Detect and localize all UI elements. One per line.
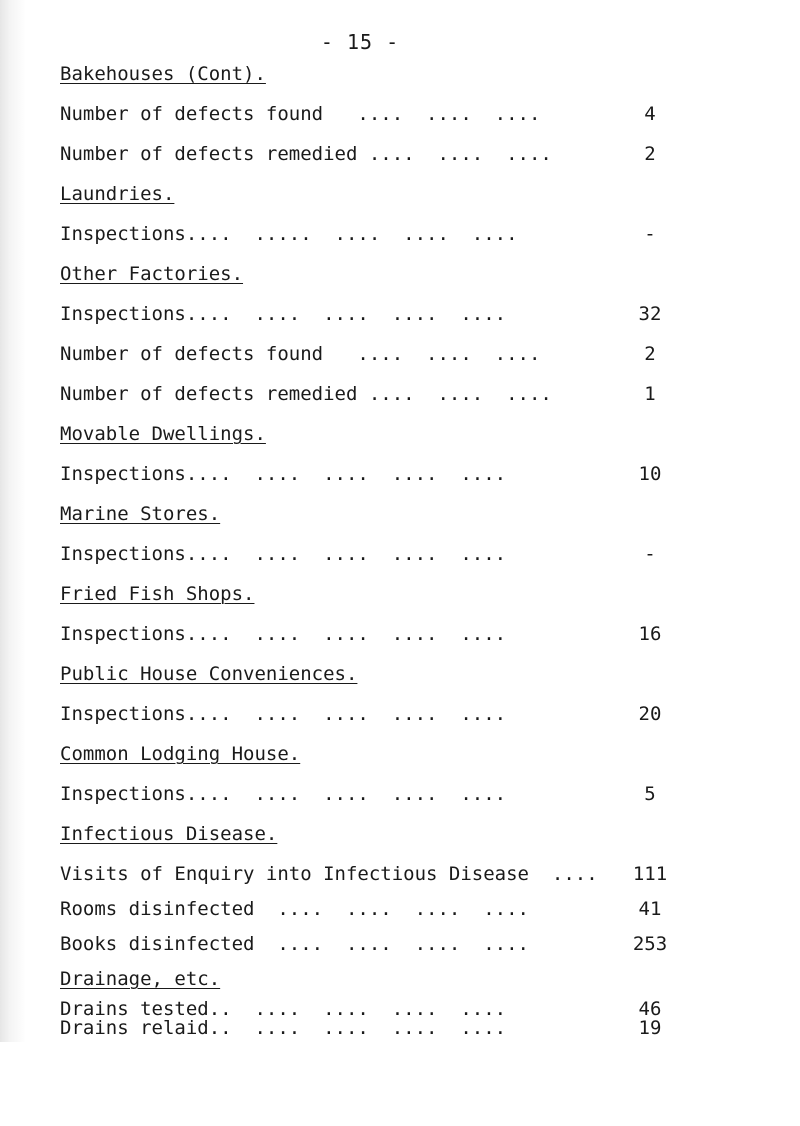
row-drains-relaid [60,1014,670,1042]
row-value: 111 [632,863,668,885]
row-label: Inspections.... .... .... .... .... [60,463,507,485]
section-heading-marine-stores: Marine Stores. [60,503,221,525]
row-laundries-inspections [60,220,670,248]
row-books-disinfected [60,930,670,958]
row-label: Inspections.... .... .... .... .... [60,623,507,645]
row-label: Inspections.... .... .... .... .... [60,543,507,565]
row-value: 32 [638,303,662,325]
row-fried-fish-shops-inspections [60,620,670,648]
section-heading-public-house-conveniences: Public House Conveniences. [60,663,358,685]
row-label: Inspections.... .... .... .... .... [60,783,507,805]
row-label: Number of defects found .... .... .... [60,103,541,125]
section-heading-laundries: Laundries. [60,183,175,205]
row-marine-stores-inspections [60,540,670,568]
row-common-lodging-house-inspections [60,780,670,808]
row-value: 5 [644,783,656,805]
row-rooms-disinfected [60,895,670,923]
row-public-house-conveniences-inspections [60,700,670,728]
row-movable-dwellings-inspections [60,460,670,488]
row-infectious-disease-visits [60,860,670,888]
row-value: 253 [632,933,668,955]
row-value: 41 [638,898,662,920]
section-heading-infectious-disease: Infectious Disease. [60,823,278,845]
row-label: Drains relaid.. .... .... .... .... [60,1017,507,1039]
row-other-factories-inspections [60,300,670,328]
row-value: 19 [638,1017,662,1039]
row-bakehouses-defects-found [60,100,670,128]
row-value: 10 [638,463,662,485]
row-label: Rooms disinfected .... .... .... .... [60,898,529,920]
section-heading-common-lodging-house: Common Lodging House. [60,743,301,765]
section-heading-other-factories: Other Factories. [60,263,244,285]
row-label: Drains tested.. .... .... .... .... [60,998,507,1020]
section-heading-drainage: Drainage, etc. [60,968,221,990]
row-value: 16 [638,623,662,645]
row-value: 2 [644,343,656,365]
row-value: - [644,543,656,565]
row-label: Books disinfected .... .... .... .... [60,933,529,955]
row-value: 46 [638,998,662,1020]
row-label: Number of defects remedied .... .... .... [60,383,552,405]
row-label: Inspections.... ..... .... .... .... [60,223,518,245]
row-label: Inspections.... .... .... .... .... [60,303,507,325]
row-label: Number of defects remedied .... .... .... [60,143,552,165]
row-label: Inspections.... .... .... .... .... [60,703,507,725]
row-value: 2 [644,143,656,165]
row-value: - [644,223,656,245]
row-bakehouses-defects-remedied [60,140,670,168]
row-other-factories-defects-remedied [60,380,670,408]
row-value: 1 [644,383,656,405]
row-label: Visits of Enquiry into Infectious Disease .... [60,863,598,885]
page-number: - 15 - [320,30,400,54]
row-label: Number of defects found .... .... .... [60,343,541,365]
row-other-factories-defects-found [60,340,670,368]
section-heading-fried-fish-shops: Fried Fish Shops. [60,583,255,605]
section-heading-bakehouses: Bakehouses (Cont). [60,63,266,85]
row-value: 20 [638,703,662,725]
row-value: 4 [644,103,656,125]
section-heading-movable-dwellings: Movable Dwellings. [60,423,266,445]
